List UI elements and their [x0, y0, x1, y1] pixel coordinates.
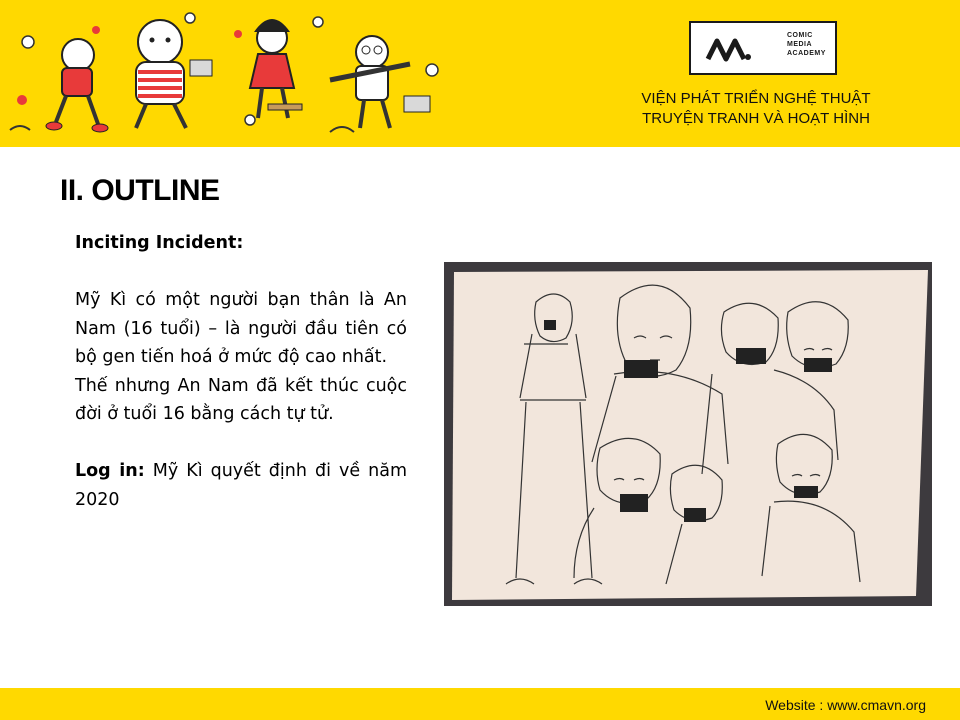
- institute-line-2: TRUYỆN TRANH VÀ HOẠT HÌNH: [642, 110, 870, 127]
- paragraph-an-nam: Mỹ Kì có một người bạn thân là An Nam (16 tuổi) – là người đầu tiên có bộ gen tiến hoá ở mức độ cao nhất.: [75, 290, 407, 367]
- cma-logo: [689, 21, 837, 75]
- inciting-incident-heading: Inciting Incident:: [75, 233, 244, 253]
- header-banner: [0, 0, 960, 147]
- cma-logo-text: COMIC MEDIA ACADEMY: [787, 32, 826, 57]
- login-label: Log in:: [75, 461, 145, 481]
- footer-bar: [0, 688, 960, 720]
- spacer: [75, 429, 407, 458]
- institute-name: [600, 89, 912, 129]
- institute-line-1: VIỆN PHÁT TRIỂN NGHỆ THUẬT: [641, 90, 871, 107]
- character-sketch-image: [444, 262, 932, 606]
- cma-logo-icon: [705, 35, 753, 63]
- spacer: [75, 258, 407, 287]
- website-link[interactable]: Website : www.cmavn.org: [765, 697, 926, 713]
- paragraph-ending: Thế nhưng An Nam đã kết thúc cuộc đời ở tuổi 16 bằng cách tự tử.: [75, 375, 407, 424]
- outline-text: [75, 229, 407, 514]
- login-paragraph: [75, 457, 407, 514]
- login-text: Mỹ Kì quyết định đi về năm 2020: [75, 461, 407, 510]
- slide-title: II. OUTLINE: [60, 174, 220, 207]
- cartoon-characters-banner-icon: [0, 0, 460, 147]
